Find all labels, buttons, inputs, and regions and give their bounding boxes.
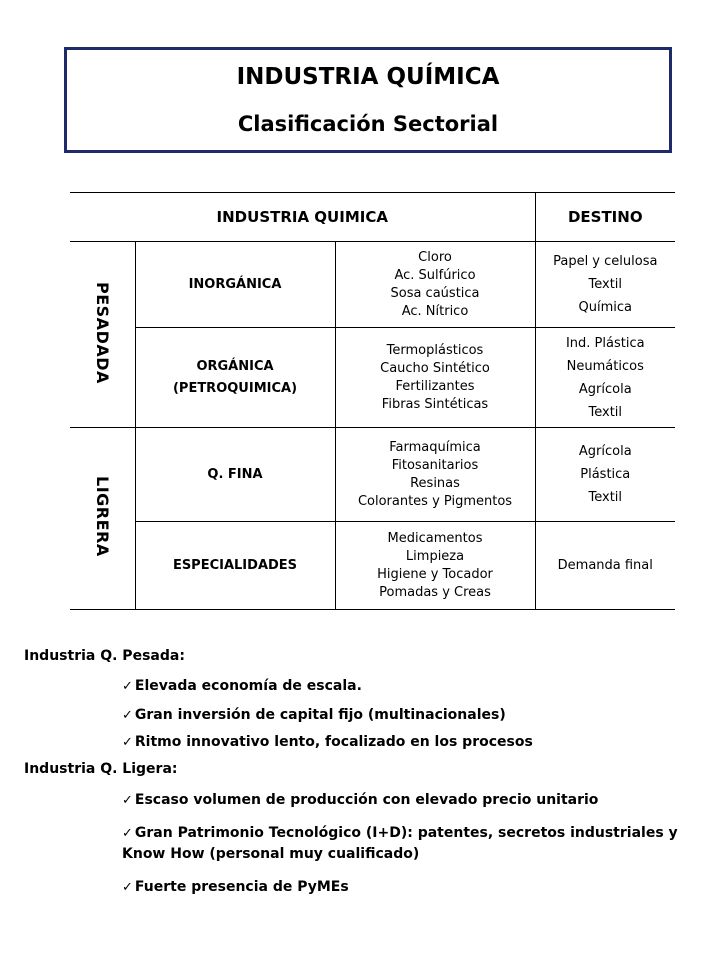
destination-item: Textil (588, 490, 623, 505)
check-icon: ✓ (122, 793, 133, 808)
product-item: Limpieza (405, 548, 465, 564)
check-icon: ✓ (122, 679, 133, 694)
table-row (70, 522, 675, 610)
product-item: Termoplásticos (386, 342, 484, 358)
check-icon: ✓ (122, 880, 133, 895)
list-item (122, 790, 702, 811)
list-item-text: Fuerte presencia de PyMEs (134, 879, 349, 895)
list-item (122, 823, 702, 865)
header-destino: DESTINO (535, 193, 675, 242)
list-item (122, 705, 702, 726)
list-item-text: Ritmo innovativo lento, focalizado en los procesos (134, 734, 533, 750)
product-item: Higiene y Tocador (377, 566, 493, 582)
product-item: Cloro (418, 249, 452, 265)
page-title: INDUSTRIA QUÍMICA (236, 64, 500, 90)
product-item: Fibras Sintéticas (381, 396, 489, 412)
group-label-ligera (70, 428, 135, 610)
check-icon: ✓ (122, 708, 133, 723)
type-cell (135, 522, 335, 610)
product-item: Ac. Sulfúrico (394, 267, 476, 283)
product-item: Colorantes y Pigmentos (357, 493, 513, 509)
list-item (122, 732, 702, 753)
list-item-text: Gran Patrimonio Tecnológico (I+D): patentes, secretos industriales y Know How (personal muy cualificado) (122, 825, 678, 862)
products-cell (335, 328, 535, 428)
heavy-industry-title: Industria Q. Pesada: (24, 648, 185, 664)
list-item-text: Escaso volumen de producción con elevado precio unitario (134, 792, 599, 808)
destination-item: Plástica (580, 467, 631, 482)
destination-item: Agrícola (578, 444, 632, 459)
check-icon: ✓ (122, 826, 133, 841)
list-item-text: Gran inversión de capital fijo (multinacionales) (134, 707, 506, 723)
type-cell (135, 328, 335, 428)
products-cell (335, 242, 535, 328)
destination-item: Química (578, 300, 632, 315)
group-label-pesada (70, 242, 135, 428)
destinations-cell (535, 242, 675, 328)
table-row (70, 428, 675, 522)
type-label: Q. FINA (207, 466, 263, 482)
destination-item: Demanda final (557, 558, 653, 573)
classification-table (70, 192, 675, 610)
table-row (70, 328, 675, 428)
type-cell (135, 428, 335, 522)
products-cell (335, 428, 535, 522)
product-item: Fertilizantes (395, 378, 475, 394)
destinations-cell (535, 522, 675, 610)
destination-item: Ind. Plástica (565, 335, 645, 351)
type-label: (PETROQUIMICA) (172, 380, 298, 396)
product-item: Sosa caústica (390, 285, 480, 301)
group-label-text: LIGRERA (92, 476, 112, 557)
product-item: Ac. Nítrico (401, 303, 469, 319)
table-row (70, 242, 675, 328)
product-item: Caucho Sintético (380, 360, 490, 376)
destination-item: Neumáticos (566, 358, 644, 374)
product-item: Medicamentos (387, 530, 483, 546)
header-industria: INDUSTRIA QUIMICA (70, 193, 535, 242)
products-cell (335, 522, 535, 610)
title-box (64, 47, 672, 153)
product-item: Fitosanitarios (391, 457, 479, 473)
type-label: ORGÁNICA (196, 358, 274, 374)
destinations-cell (535, 428, 675, 522)
list-item (122, 877, 702, 898)
product-item: Resinas (410, 475, 460, 491)
type-label: ESPECIALIDADES (172, 557, 298, 573)
type-cell (135, 242, 335, 328)
light-industry-title: Industria Q. Ligera: (24, 761, 178, 777)
table-header-row (70, 193, 675, 242)
destination-item: Agrícola (578, 381, 632, 397)
check-icon: ✓ (122, 735, 133, 750)
product-item: Pomadas y Creas (379, 584, 491, 600)
destination-item: Papel y celulosa (553, 254, 658, 269)
page-subtitle: Clasificación Sectorial (237, 112, 499, 136)
product-item: Farmaquímica (389, 439, 481, 455)
destinations-cell (535, 328, 675, 428)
destination-item: Textil (588, 404, 623, 420)
type-label: INORGÁNICA (188, 276, 282, 292)
list-item-text: Elevada economía de escala. (134, 678, 362, 694)
list-item (122, 676, 702, 697)
group-label-text: PESADADA (92, 281, 112, 384)
destination-item: Textil (588, 277, 623, 292)
